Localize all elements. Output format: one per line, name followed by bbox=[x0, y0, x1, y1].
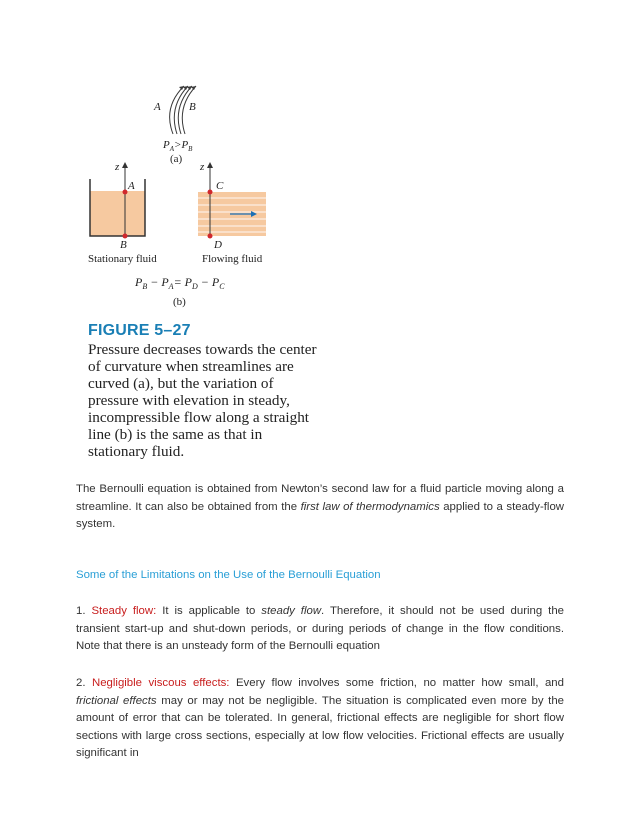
stationary-fluid bbox=[90, 191, 145, 236]
section-heading: Some of the Limitations on the Use of the Bernoulli Equation bbox=[76, 569, 381, 581]
flowing-fluid-caption: Flowing fluid bbox=[202, 253, 263, 265]
paragraph-text: applied to a steady-flow system. bbox=[76, 500, 565, 530]
item-label: Negligible viscous effects: bbox=[91, 677, 230, 689]
limitation-item-2 bbox=[76, 675, 564, 763]
emphasis-text: steady flow bbox=[261, 605, 322, 617]
point-c bbox=[208, 190, 213, 195]
figure-diagram bbox=[80, 86, 320, 321]
point-b bbox=[123, 234, 128, 239]
caption-line: incompressible flow along a straight bbox=[88, 409, 310, 426]
figure-5-27 bbox=[80, 86, 320, 321]
pressure-relation-a: $P_A>P_B$ bbox=[163, 139, 193, 153]
label-d: D bbox=[214, 239, 222, 251]
streamline-arrowheads bbox=[179, 86, 196, 90]
emphasis-text: first law of thermodynamics bbox=[300, 500, 440, 513]
label-a: A bbox=[128, 180, 135, 192]
z-label-left: z bbox=[115, 161, 120, 173]
item-text: It is applicable to bbox=[156, 605, 262, 617]
stationary-fluid-caption: Stationary fluid bbox=[88, 253, 157, 265]
caption-line: stationary fluid. bbox=[88, 443, 185, 460]
z-arrow-left bbox=[122, 162, 128, 168]
point-d bbox=[208, 234, 213, 239]
figure-title: FIGURE 5–27 bbox=[88, 322, 191, 339]
caption-line: Pressure decreases towards the center bbox=[88, 341, 317, 358]
part-b-label: (b) bbox=[173, 296, 186, 308]
caption-line: pressure with elevation in steady, bbox=[88, 392, 290, 409]
pressure-equation: $P_B - P_A= P_D - P_C$ bbox=[135, 275, 225, 291]
item-number: 2. bbox=[76, 677, 92, 689]
item-number: 1. bbox=[76, 605, 92, 617]
label-c: C bbox=[216, 180, 224, 192]
label-b-top: B bbox=[189, 101, 196, 113]
item-text: Every flow involves some friction, no matter how small, and bbox=[229, 677, 564, 689]
figure-caption bbox=[88, 341, 338, 460]
paragraph-bernoulli-derivation bbox=[76, 481, 564, 534]
label-b: B bbox=[120, 239, 127, 251]
caption-line: curved (a), but the variation of bbox=[88, 375, 274, 392]
limitation-item-1 bbox=[76, 603, 564, 656]
item-text: may or may not be negligible. The situation is complicated even more by the amount of error that can be tolerated. In general, frictional effects are negligible for short flow sections with large cross sections, especially at low flow velocities. Frictional effects are usually significant in bbox=[76, 694, 564, 759]
caption-line: line (b) is the same as that in bbox=[88, 426, 263, 443]
item-label: Steady flow: bbox=[91, 605, 157, 617]
z-arrow-right bbox=[207, 162, 213, 168]
part-a-label: (a) bbox=[170, 153, 183, 165]
emphasis-text: frictional effects bbox=[76, 694, 157, 707]
caption-line: of curvature when streamlines are bbox=[88, 358, 294, 375]
z-label-right: z bbox=[200, 161, 205, 173]
label-a-top: A bbox=[154, 101, 161, 113]
paragraph-text: The Bernoulli equation is obtained from Newton’s second law for a fluid particle moving along a streamline. It can also be obtained from the bbox=[76, 483, 564, 513]
point-a bbox=[123, 190, 128, 195]
item-text: . Therefore, it should not be used during the transient start-up and shut-down periods, or during periods of change in the flow conditions. Note that there is an unsteady form of the Bernoulli equation bbox=[76, 605, 564, 652]
